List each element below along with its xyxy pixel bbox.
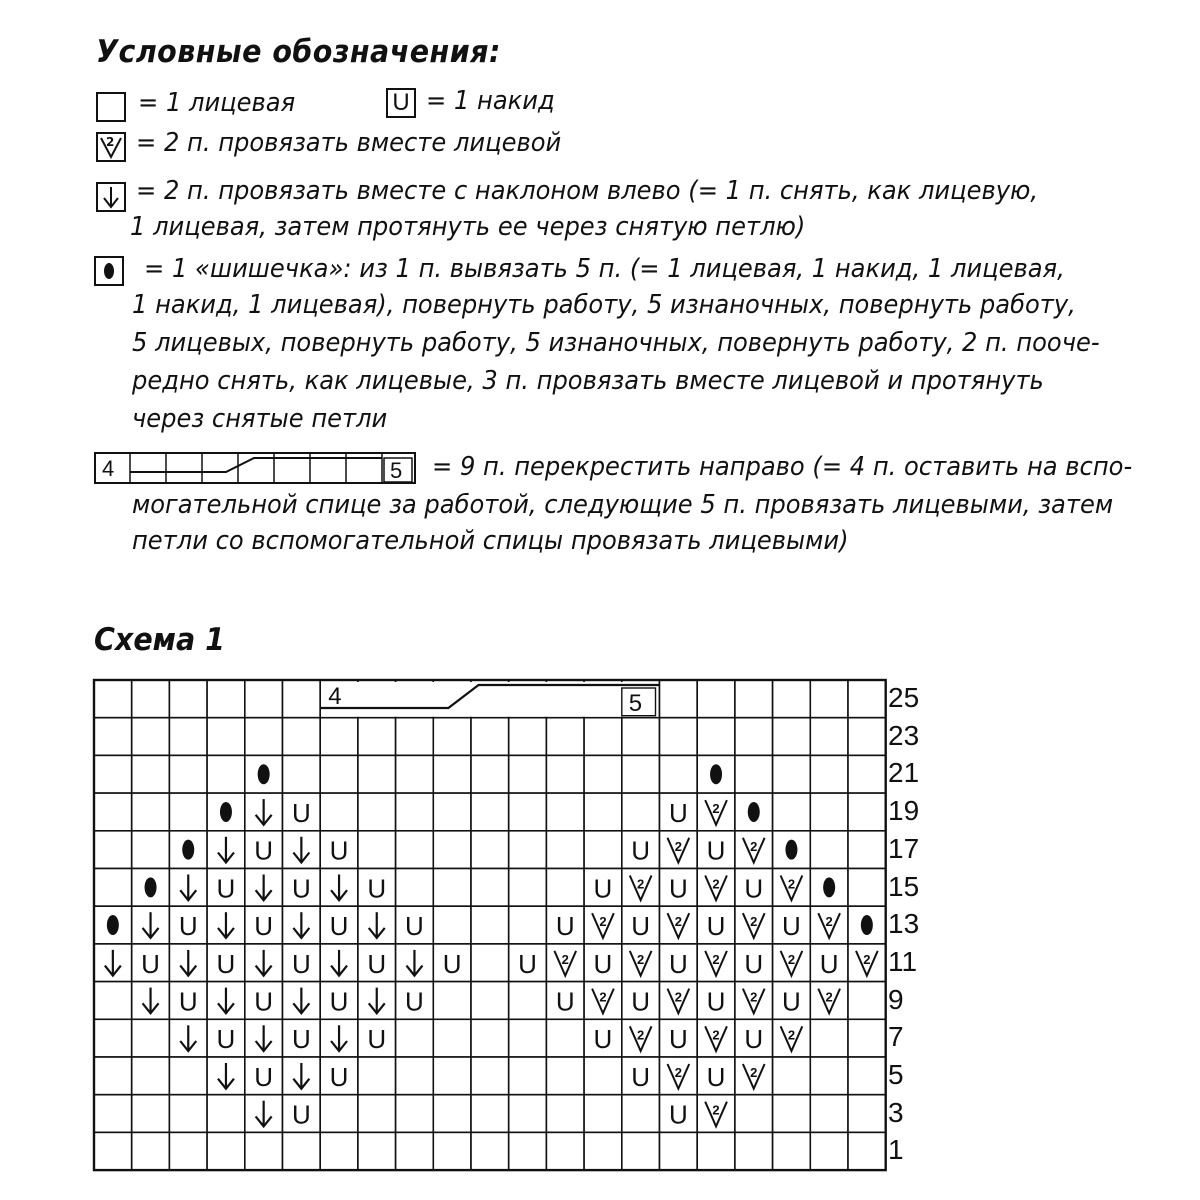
chart-cell bbox=[433, 982, 471, 1020]
chart-cell bbox=[509, 718, 547, 756]
chart-cell bbox=[546, 1132, 584, 1170]
scheme-title: Схема 1 bbox=[94, 622, 226, 658]
chart-cell bbox=[622, 1132, 660, 1170]
chart-cell bbox=[773, 755, 811, 793]
yarn-over-mark: U bbox=[555, 911, 575, 942]
row-number: 3 bbox=[888, 1096, 904, 1128]
chart-cell bbox=[169, 718, 207, 756]
chart-cell bbox=[848, 831, 886, 869]
k2tog-mark-glyph: 2 bbox=[674, 1065, 682, 1080]
yarn-over-mark: U bbox=[329, 986, 349, 1017]
chart-cell bbox=[509, 982, 547, 1020]
row-number: 1 bbox=[888, 1134, 904, 1166]
chart-cell bbox=[358, 718, 396, 756]
chart-cell bbox=[132, 1095, 170, 1133]
yarn-over-mark: U bbox=[782, 911, 801, 942]
chart-cell bbox=[735, 718, 773, 756]
chart-cell bbox=[546, 1095, 584, 1133]
bobble-mark bbox=[258, 764, 270, 784]
chart-cell bbox=[584, 1057, 622, 1095]
chart-cell bbox=[810, 680, 848, 718]
yarn-over-mark: U bbox=[631, 835, 651, 866]
yarn-over-mark: U bbox=[631, 986, 651, 1017]
yarn-over-mark: U bbox=[555, 986, 575, 1017]
k2tog-mark-glyph: 2 bbox=[750, 1065, 758, 1080]
yarn-over-mark: U bbox=[291, 1024, 311, 1055]
chart-cell bbox=[358, 1132, 396, 1170]
chart-cell bbox=[660, 718, 698, 756]
chart-cell bbox=[94, 1132, 132, 1170]
chart-cell bbox=[660, 1132, 698, 1170]
chart-cell bbox=[509, 755, 547, 793]
k2tog-mark-glyph: 2 bbox=[787, 951, 796, 967]
chart-cell bbox=[509, 831, 547, 869]
legend-bobble-line-1: = 1 «шишечка»: из 1 п. вывязать 5 п. (= 1 лицевая, 1 накид, 1 лицевая, bbox=[144, 254, 1065, 284]
chart-cell bbox=[810, 1095, 848, 1133]
chart-cell bbox=[546, 793, 584, 831]
k2tog-mark-glyph: 2 bbox=[712, 1102, 720, 1118]
k2tog-mark-glyph: 2 bbox=[787, 876, 796, 892]
chart-cell bbox=[509, 1057, 547, 1095]
row-number: 23 bbox=[888, 719, 920, 751]
k2tog-mark-glyph: 2 bbox=[750, 914, 758, 930]
cable-key-left-label: 4 bbox=[102, 456, 115, 481]
yarn-over-mark: U bbox=[668, 873, 688, 904]
chart-cell bbox=[396, 718, 434, 756]
bobble-mark bbox=[710, 764, 722, 784]
yarn-over-mark: U bbox=[367, 1024, 387, 1055]
k2tog-mark-glyph: 2 bbox=[637, 951, 645, 967]
chart-cell bbox=[735, 1132, 773, 1170]
chart-cell bbox=[94, 982, 132, 1020]
chart-cell bbox=[132, 831, 170, 869]
legend-ssk-line-1: = 2 п. провязать вместе с наклоном влево (= 1 п. снять, как лицевую, bbox=[136, 176, 1039, 206]
yarn-over-symbol: U bbox=[386, 88, 416, 118]
chart-cell bbox=[471, 1057, 509, 1095]
legend-cable-line-2: могательной спице за работой, следующие 5 п. провязать лицевыми, затем bbox=[132, 490, 1114, 520]
chart-cell bbox=[132, 680, 170, 718]
chart-cell bbox=[697, 680, 735, 718]
chart-cell bbox=[848, 718, 886, 756]
legend-knit-text: = 1 лицевая bbox=[138, 88, 296, 118]
chart-cell bbox=[169, 1057, 207, 1095]
chart-cell bbox=[94, 755, 132, 793]
chart-cell bbox=[509, 1019, 547, 1057]
chart-cell bbox=[433, 718, 471, 756]
yarn-over-mark: U bbox=[442, 948, 462, 979]
k2tog-mark-glyph: 2 bbox=[712, 951, 720, 967]
chart-cell bbox=[773, 793, 811, 831]
chart-cell bbox=[245, 718, 283, 756]
chart-cell bbox=[848, 1019, 886, 1057]
chart-cell bbox=[546, 1019, 584, 1057]
k2tog-mark-glyph: 2 bbox=[561, 951, 569, 967]
chart-cell bbox=[320, 755, 358, 793]
chart-cell bbox=[471, 982, 509, 1020]
yarn-over-mark: U bbox=[819, 948, 839, 979]
yarn-over-mark: U bbox=[706, 835, 726, 866]
chart-cell bbox=[848, 869, 886, 907]
yarn-over-mark: U bbox=[254, 1061, 274, 1092]
chart-cell bbox=[433, 906, 471, 944]
chart-cell bbox=[207, 718, 245, 756]
yarn-over-mark: U bbox=[668, 797, 688, 828]
k2tog-mark-glyph: 2 bbox=[825, 989, 833, 1005]
chart-cell bbox=[471, 793, 509, 831]
chart-cell bbox=[471, 718, 509, 756]
bobble-mark bbox=[182, 840, 194, 860]
chart-cell bbox=[396, 793, 434, 831]
chart-cell bbox=[848, 1057, 886, 1095]
chart-cell bbox=[396, 1132, 434, 1170]
chart-cell bbox=[358, 1057, 396, 1095]
row-number: 17 bbox=[888, 832, 920, 864]
chart-cell bbox=[773, 1095, 811, 1133]
bobble-mark bbox=[785, 840, 797, 860]
yarn-over-mark: U bbox=[744, 873, 764, 904]
yarn-over-mark: U bbox=[329, 835, 349, 866]
chart-cell bbox=[94, 680, 132, 718]
yarn-over-mark: U bbox=[593, 873, 613, 904]
bobble-mark bbox=[861, 915, 873, 935]
chart-cell bbox=[848, 982, 886, 1020]
chart-cell bbox=[433, 1095, 471, 1133]
chart-cell bbox=[396, 831, 434, 869]
chart-cell bbox=[697, 718, 735, 756]
chart-cell bbox=[471, 755, 509, 793]
chart-cell bbox=[207, 680, 245, 718]
row-number: 7 bbox=[888, 1021, 904, 1053]
yarn-over-mark: U bbox=[216, 948, 236, 979]
k2tog-mark-glyph: 2 bbox=[599, 989, 607, 1005]
yarn-over-mark: U bbox=[329, 1061, 349, 1092]
k2tog-mark-glyph: 2 bbox=[712, 801, 720, 817]
cable-key-right-label: 5 bbox=[390, 458, 403, 483]
k2tog-mark-glyph: 2 bbox=[674, 914, 682, 930]
bobble-mark bbox=[748, 802, 760, 822]
chart-cell bbox=[810, 1132, 848, 1170]
chart-cell bbox=[433, 1019, 471, 1057]
chart-cell bbox=[471, 869, 509, 907]
yarn-over-mark: U bbox=[254, 986, 274, 1017]
chart-cell bbox=[320, 793, 358, 831]
chart-cell bbox=[584, 755, 622, 793]
chart-cell bbox=[584, 1132, 622, 1170]
yarn-over-mark: U bbox=[744, 948, 764, 979]
chart-cell bbox=[735, 1095, 773, 1133]
chart-cell bbox=[810, 793, 848, 831]
yarn-over-mark: U bbox=[291, 948, 311, 979]
yarn-over-mark: U bbox=[706, 986, 726, 1017]
chart-cell bbox=[320, 1132, 358, 1170]
chart-cell bbox=[283, 680, 321, 718]
chart-cell bbox=[433, 793, 471, 831]
chart-cell bbox=[773, 1132, 811, 1170]
chart-cell bbox=[509, 1132, 547, 1170]
chart-cell bbox=[94, 1057, 132, 1095]
k2tog-mark-glyph: 2 bbox=[674, 989, 682, 1005]
chart-cell bbox=[848, 1095, 886, 1133]
chart-cell bbox=[207, 1095, 245, 1133]
chart-cell bbox=[546, 755, 584, 793]
chart-cell bbox=[848, 793, 886, 831]
chart-cell bbox=[471, 831, 509, 869]
yarn-over-mark: U bbox=[291, 797, 311, 828]
chart-cell bbox=[773, 680, 811, 718]
yarn-over-mark: U bbox=[405, 911, 424, 942]
chart-cell bbox=[848, 755, 886, 793]
chart-cell bbox=[207, 1132, 245, 1170]
chart-cell bbox=[546, 718, 584, 756]
legend-yo-text: = 1 накид bbox=[426, 86, 555, 116]
chart-cell bbox=[546, 1057, 584, 1095]
chart-cell bbox=[546, 831, 584, 869]
bobble-mark bbox=[107, 915, 119, 935]
yarn-over-mark: U bbox=[668, 1024, 688, 1055]
legend-ssk-line-2: 1 лицевая, затем протянуть ее через снятую петлю) bbox=[130, 212, 806, 242]
k2tog-glyph: 2 bbox=[106, 135, 115, 149]
chart-cell bbox=[358, 1095, 396, 1133]
chart-cell bbox=[660, 680, 698, 718]
chart-cell bbox=[773, 1057, 811, 1095]
chart-cell bbox=[94, 1095, 132, 1133]
legend-title: Условные обозначения: bbox=[96, 34, 501, 70]
chart-cell bbox=[132, 1019, 170, 1057]
yarn-over-mark: U bbox=[291, 873, 311, 904]
chart-cell bbox=[433, 755, 471, 793]
chart-cell bbox=[622, 793, 660, 831]
k2tog-mark-glyph: 2 bbox=[750, 838, 758, 854]
chart-cell bbox=[848, 1132, 886, 1170]
chart-cell bbox=[471, 1132, 509, 1170]
chart-cell bbox=[773, 718, 811, 756]
legend-bobble-line-5: через снятые петли bbox=[132, 404, 388, 434]
chart-cell bbox=[132, 755, 170, 793]
chart-cell bbox=[848, 680, 886, 718]
yarn-over-mark: U bbox=[782, 986, 801, 1017]
chart-cell bbox=[471, 1019, 509, 1057]
k2tog-mark-glyph: 2 bbox=[599, 914, 607, 930]
cable-overlay-bg bbox=[321, 682, 658, 717]
chart-cell bbox=[471, 944, 509, 982]
chart-cell bbox=[358, 831, 396, 869]
yarn-over-mark: U bbox=[631, 911, 651, 942]
yarn-over-mark: U bbox=[518, 948, 537, 979]
chart-cell bbox=[433, 1057, 471, 1095]
chart-cell bbox=[810, 718, 848, 756]
chart-cell bbox=[509, 906, 547, 944]
k2tog-mark-glyph: 2 bbox=[825, 914, 833, 930]
legend-cable-line-3: петли со вспомогательной спицы провязать лицевыми) bbox=[132, 526, 849, 556]
chart-cell bbox=[283, 718, 321, 756]
k2tog-mark-glyph: 2 bbox=[750, 989, 758, 1005]
k2tog-mark-glyph: 2 bbox=[674, 838, 682, 854]
legend-bobble-line-2: 1 накид, 1 лицевая), повернуть работу, 5 изнаночных, повернуть работу, bbox=[132, 290, 1076, 320]
yarn-over-mark: U bbox=[668, 948, 688, 979]
k2tog-mark-glyph: 2 bbox=[637, 876, 645, 892]
chart-cell bbox=[735, 755, 773, 793]
chart-cell bbox=[94, 1019, 132, 1057]
chart-cell bbox=[584, 831, 622, 869]
k2tog-mark-glyph: 2 bbox=[863, 951, 871, 967]
legend-bobble-line-3: 5 лицевых, повернуть работу, 5 изнаночных, повернуть работу, 2 п. пооче- bbox=[132, 328, 1100, 358]
chart-cell bbox=[471, 1095, 509, 1133]
k2tog-mark-glyph: 2 bbox=[787, 1027, 796, 1043]
k2tog-mark-glyph: 2 bbox=[637, 1027, 645, 1043]
yarn-over-mark: U bbox=[291, 1099, 311, 1130]
chart-cell bbox=[810, 831, 848, 869]
row-number: 5 bbox=[888, 1059, 904, 1090]
chart-cell bbox=[697, 1132, 735, 1170]
row-number: 9 bbox=[888, 983, 904, 1015]
chart-cell bbox=[396, 1019, 434, 1057]
bobble-mark bbox=[145, 877, 157, 897]
chart-cell bbox=[584, 1095, 622, 1133]
legend-bobble-line-4: редно снять, как лицевые, 3 п. провязать вместе лицевой и протянуть bbox=[132, 366, 1044, 396]
chart-cell bbox=[396, 869, 434, 907]
chart-cell bbox=[94, 718, 132, 756]
chart-cell bbox=[810, 755, 848, 793]
chart-cell bbox=[132, 1132, 170, 1170]
cable-right-label: 5 bbox=[628, 690, 643, 717]
yarn-over-mark: U bbox=[744, 1024, 764, 1055]
legend-cable-line-1: = 9 п. перекрестить направо (= 4 п. оставить на вспо- bbox=[432, 452, 1133, 482]
row-number: 11 bbox=[888, 945, 918, 977]
chart-cell bbox=[622, 755, 660, 793]
yarn-over-mark: U bbox=[367, 873, 387, 904]
chart-cell bbox=[169, 680, 207, 718]
chart-cell bbox=[320, 1095, 358, 1133]
chart-cell bbox=[94, 831, 132, 869]
row-number: 13 bbox=[888, 908, 920, 940]
chart-cell bbox=[207, 755, 245, 793]
k2tog-mark-glyph: 2 bbox=[712, 1027, 720, 1043]
yarn-over-mark: U bbox=[706, 1061, 726, 1092]
yarn-over-mark: U bbox=[178, 911, 198, 942]
chart-cell bbox=[132, 1057, 170, 1095]
yarn-over-mark: U bbox=[405, 986, 424, 1017]
yarn-over-mark: U bbox=[631, 1061, 651, 1092]
chart-cell bbox=[245, 680, 283, 718]
chart-cell bbox=[358, 793, 396, 831]
row-number: 25 bbox=[888, 682, 920, 713]
yarn-over-mark: U bbox=[668, 1099, 688, 1130]
chart-cell bbox=[396, 755, 434, 793]
yarn-over-mark: U bbox=[593, 948, 613, 979]
chart-cell bbox=[433, 1132, 471, 1170]
chart-cell bbox=[245, 1132, 283, 1170]
yarn-over-mark: U bbox=[593, 1024, 613, 1055]
chart-cell bbox=[283, 755, 321, 793]
chart-cell bbox=[509, 869, 547, 907]
legend-k2tog-text: = 2 п. провязать вместе лицевой bbox=[136, 128, 562, 158]
chart-cell bbox=[433, 831, 471, 869]
bobble-mark bbox=[220, 802, 232, 822]
chart-cell bbox=[622, 718, 660, 756]
chart-cell bbox=[622, 1095, 660, 1133]
yarn-over-mark: U bbox=[329, 911, 349, 942]
chart-cell bbox=[735, 680, 773, 718]
cable-left-label: 4 bbox=[328, 683, 342, 710]
chart-cell bbox=[169, 793, 207, 831]
yarn-over-mark: U bbox=[216, 873, 236, 904]
yarn-over-mark: U bbox=[178, 986, 198, 1017]
chart-cell bbox=[396, 1095, 434, 1133]
chart-cell bbox=[509, 1095, 547, 1133]
chart-cell bbox=[810, 1019, 848, 1057]
chart-cell bbox=[584, 718, 622, 756]
chart-cell bbox=[169, 1095, 207, 1133]
yarn-over-mark: U bbox=[706, 911, 726, 942]
chart-cell bbox=[660, 755, 698, 793]
chart-cell bbox=[169, 755, 207, 793]
row-number: 19 bbox=[888, 795, 920, 827]
row-number: 21 bbox=[888, 757, 920, 789]
k2tog-mark-glyph: 2 bbox=[712, 876, 720, 892]
chart-cell bbox=[810, 1057, 848, 1095]
chart-cell bbox=[433, 869, 471, 907]
row-number: 15 bbox=[888, 870, 920, 902]
yarn-over-mark: U bbox=[367, 948, 387, 979]
chart-cell bbox=[584, 793, 622, 831]
chart-cell bbox=[358, 755, 396, 793]
chart-cell bbox=[396, 1057, 434, 1095]
chart-cell bbox=[94, 793, 132, 831]
chart-cell bbox=[169, 1132, 207, 1170]
chart-cell bbox=[94, 869, 132, 907]
chart-cell bbox=[471, 906, 509, 944]
chart-cell bbox=[509, 793, 547, 831]
chart-cell bbox=[546, 869, 584, 907]
yarn-over-mark: U bbox=[141, 948, 160, 979]
chart-cell bbox=[320, 718, 358, 756]
yarn-over-mark: U bbox=[254, 911, 274, 942]
chart-cell bbox=[132, 718, 170, 756]
bobble-mark bbox=[823, 877, 835, 897]
yarn-over-mark: U bbox=[216, 1024, 236, 1055]
chart-cell bbox=[283, 1132, 321, 1170]
yarn-over-mark: U bbox=[254, 835, 274, 866]
chart-cell bbox=[132, 793, 170, 831]
